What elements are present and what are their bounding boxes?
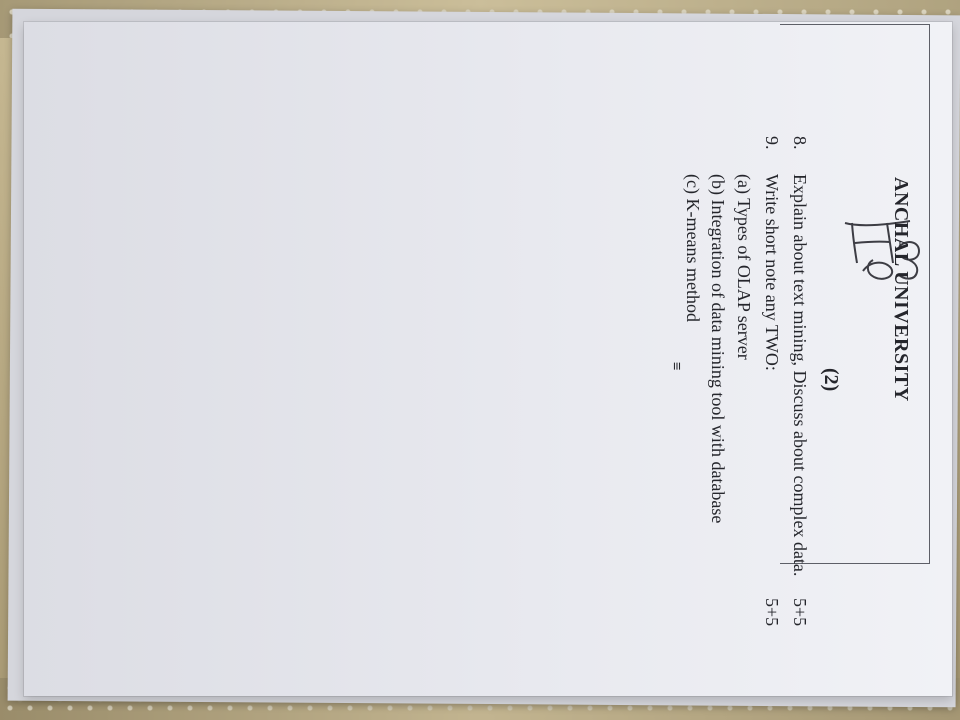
- question-9-option-c: (c) K-means method: [683, 174, 703, 322]
- question-9-marks: 5+5: [762, 598, 782, 627]
- question-9-option-a: (a) Types of OLAP server: [734, 174, 754, 360]
- end-of-paper-mark: ≡: [668, 362, 684, 370]
- question-8-text: Explain about text mining, Discuss about complex data.: [790, 174, 810, 577]
- question-9-text: Write short note any TWO:: [762, 174, 782, 371]
- question-8-marks: 5+5: [790, 598, 810, 627]
- university-header: ANCHAL UNIVERSITY: [890, 177, 912, 402]
- question-8-number: 8.: [790, 136, 810, 150]
- page-number: (2): [820, 368, 842, 392]
- question-9-option-b: (b) Integration of data mining tool with database: [708, 174, 728, 524]
- question-9-number: 9.: [762, 136, 782, 150]
